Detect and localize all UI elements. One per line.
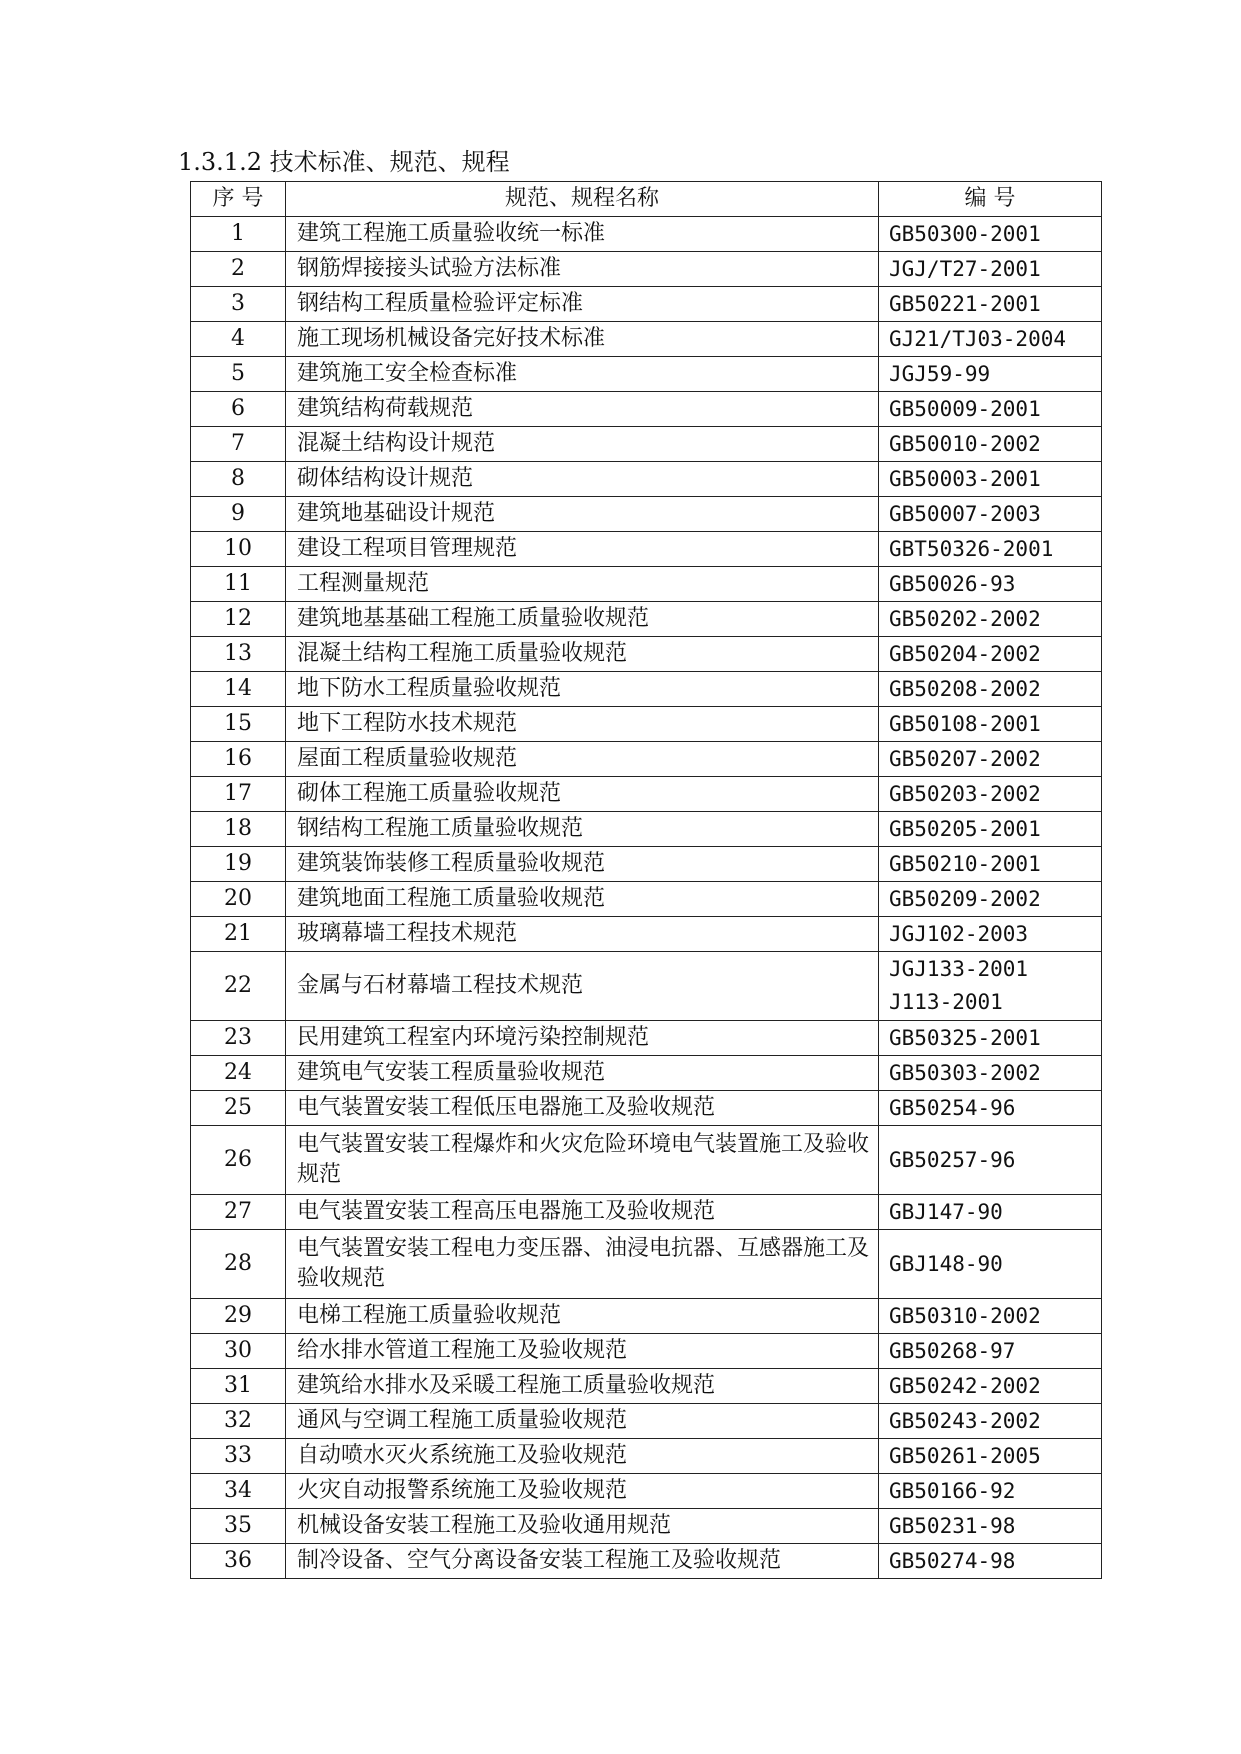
standard-code-cell [879, 917, 1102, 952]
standard-code-cell [879, 1334, 1102, 1369]
table-row [191, 1509, 1102, 1544]
table-row [191, 1056, 1102, 1091]
table-row [191, 847, 1102, 882]
standard-code: GBJ147-90 [889, 1199, 1003, 1224]
standard-code-cell [879, 497, 1102, 532]
standard-code-cell [879, 777, 1102, 812]
standard-code-cell [879, 1091, 1102, 1126]
row-number: 5 [191, 357, 286, 392]
standard-code: JGJ133-2001 [889, 957, 1029, 981]
table-row [191, 252, 1102, 287]
table-row [191, 1474, 1102, 1509]
standard-code-cell [879, 1195, 1102, 1230]
standard-code-cell [879, 847, 1102, 882]
row-number: 8 [191, 462, 286, 497]
standard-code: J113-2001 [889, 990, 1003, 1014]
row-number: 22 [191, 952, 286, 1021]
standard-code-cell [879, 217, 1102, 252]
standard-name: 工程测量规范 [286, 567, 879, 602]
standard-name: 建筑装饰装修工程质量验收规范 [286, 847, 879, 882]
table-row [191, 812, 1102, 847]
standard-code-cell [879, 1021, 1102, 1056]
standard-code: GB50166-92 [889, 1478, 1016, 1503]
standard-code: GB50205-2001 [889, 816, 1041, 841]
table-row [191, 532, 1102, 567]
standard-code: GB50310-2002 [889, 1303, 1041, 1328]
row-number: 30 [191, 1334, 286, 1369]
standard-code: GB50261-2005 [889, 1443, 1041, 1468]
standard-code: GB50300-2001 [889, 221, 1041, 246]
standard-code-cell [879, 707, 1102, 742]
table-row [191, 357, 1102, 392]
standard-code-cell [879, 1126, 1102, 1195]
standard-code: GB50208-2002 [889, 676, 1041, 701]
row-number: 31 [191, 1369, 286, 1404]
standard-name: 地下防水工程质量验收规范 [286, 672, 879, 707]
table-row [191, 217, 1102, 252]
standard-code: GBJ148-90 [889, 1251, 1003, 1276]
table-row [191, 637, 1102, 672]
row-number: 12 [191, 602, 286, 637]
row-number: 25 [191, 1091, 286, 1126]
standards-table [190, 181, 1102, 1579]
standard-code: JGJ102-2003 [889, 921, 1029, 946]
header-name: 规范、规程名称 [286, 182, 879, 217]
standard-code-cell [879, 1474, 1102, 1509]
table-row [191, 427, 1102, 462]
standard-name: 给水排水管道工程施工及验收规范 [286, 1334, 879, 1369]
standard-name: 建筑电气安装工程质量验收规范 [286, 1056, 879, 1091]
table-row [191, 1091, 1102, 1126]
section-heading: 1.3.1.2 技术标准、规范、规程 [178, 148, 510, 176]
table-row [191, 1299, 1102, 1334]
row-number: 34 [191, 1474, 286, 1509]
standard-code-cell [879, 287, 1102, 322]
standard-code-cell [879, 882, 1102, 917]
row-number: 4 [191, 322, 286, 357]
standard-code: GB50010-2002 [889, 431, 1041, 456]
row-number: 29 [191, 1299, 286, 1334]
row-number: 35 [191, 1509, 286, 1544]
standard-code: GB50268-97 [889, 1338, 1016, 1363]
standard-code: GB50231-98 [889, 1513, 1016, 1538]
standard-name: 钢结构工程施工质量验收规范 [286, 812, 879, 847]
table-row [191, 917, 1102, 952]
standard-name: 民用建筑工程室内环境污染控制规范 [286, 1021, 879, 1056]
row-number: 20 [191, 882, 286, 917]
standard-name: 电气装置安装工程低压电器施工及验收规范 [286, 1091, 879, 1126]
standard-code: GB50108-2001 [889, 711, 1041, 736]
table-row [191, 497, 1102, 532]
standard-name: 制冷设备、空气分离设备安装工程施工及验收规范 [286, 1544, 879, 1579]
standard-code-cell [879, 812, 1102, 847]
standard-code-cell [879, 602, 1102, 637]
standard-name: 电气装置安装工程爆炸和火灾危险环境电气装置施工及验收规范 [286, 1126, 879, 1195]
row-number: 18 [191, 812, 286, 847]
standard-code: GB50007-2003 [889, 501, 1041, 526]
header-index: 序 号 [191, 182, 286, 217]
standard-code: GB50203-2002 [889, 781, 1041, 806]
standard-name: 玻璃幕墙工程技术规范 [286, 917, 879, 952]
standard-name: 通风与空调工程施工质量验收规范 [286, 1404, 879, 1439]
standard-name: 建筑结构荷载规范 [286, 392, 879, 427]
row-number: 7 [191, 427, 286, 462]
table-row [191, 1126, 1102, 1195]
standard-code: GJ21/TJ03-2004 [889, 326, 1067, 351]
table-row [191, 602, 1102, 637]
standard-name: 电梯工程施工质量验收规范 [286, 1299, 879, 1334]
standard-code-cell [879, 462, 1102, 497]
standard-name: 混凝土结构工程施工质量验收规范 [286, 637, 879, 672]
standard-name: 砌体结构设计规范 [286, 462, 879, 497]
standard-code-cell [879, 672, 1102, 707]
table-row [191, 952, 1102, 1021]
table-row [191, 1369, 1102, 1404]
standard-code-cell [879, 1509, 1102, 1544]
standard-name: 机械设备安装工程施工及验收通用规范 [286, 1509, 879, 1544]
table-row [191, 882, 1102, 917]
row-number: 21 [191, 917, 286, 952]
row-number: 17 [191, 777, 286, 812]
standard-code-cell [879, 252, 1102, 287]
table-row [191, 1334, 1102, 1369]
table-row [191, 707, 1102, 742]
row-number: 2 [191, 252, 286, 287]
table-body [191, 217, 1102, 1579]
standard-code: GB50009-2001 [889, 396, 1041, 421]
standard-code: GB50003-2001 [889, 466, 1041, 491]
row-number: 23 [191, 1021, 286, 1056]
row-number: 3 [191, 287, 286, 322]
standard-code: GB50274-98 [889, 1548, 1016, 1573]
header-code: 编 号 [879, 182, 1102, 217]
table-row [191, 462, 1102, 497]
standard-name: 建设工程项目管理规范 [286, 532, 879, 567]
standard-code-cell [879, 1369, 1102, 1404]
table-row [191, 567, 1102, 602]
standard-code: GB50221-2001 [889, 291, 1041, 316]
standard-code-cell [879, 322, 1102, 357]
standard-code: JGJ59-99 [889, 361, 991, 386]
table-row [191, 1230, 1102, 1299]
standard-code: GB50303-2002 [889, 1060, 1041, 1085]
standard-name: 混凝土结构设计规范 [286, 427, 879, 462]
table-header-row [191, 182, 1102, 217]
standard-name: 电气装置安装工程高压电器施工及验收规范 [286, 1195, 879, 1230]
table-row [191, 1404, 1102, 1439]
standard-code: GB50026-93 [889, 571, 1016, 596]
standard-name: 钢结构工程质量检验评定标准 [286, 287, 879, 322]
row-number: 24 [191, 1056, 286, 1091]
standard-code: GB50207-2002 [889, 746, 1041, 771]
standard-name: 屋面工程质量验收规范 [286, 742, 879, 777]
standard-name: 施工现场机械设备完好技术标准 [286, 322, 879, 357]
standard-name: 建筑地面工程施工质量验收规范 [286, 882, 879, 917]
row-number: 28 [191, 1230, 286, 1299]
standard-name: 砌体工程施工质量验收规范 [286, 777, 879, 812]
standard-code-cell [879, 952, 1102, 1021]
row-number: 13 [191, 637, 286, 672]
standard-code-cell [879, 637, 1102, 672]
standard-code: GB50209-2002 [889, 886, 1041, 911]
standard-code-cell [879, 1544, 1102, 1579]
row-number: 26 [191, 1126, 286, 1195]
row-number: 9 [191, 497, 286, 532]
standard-name: 钢筋焊接接头试验方法标准 [286, 252, 879, 287]
standard-name: 地下工程防水技术规范 [286, 707, 879, 742]
table-row [191, 322, 1102, 357]
standard-code-cell [879, 1299, 1102, 1334]
table-row [191, 742, 1102, 777]
table-row [191, 1195, 1102, 1230]
standard-code: GB50257-96 [889, 1147, 1016, 1172]
row-number: 27 [191, 1195, 286, 1230]
table-row [191, 1544, 1102, 1579]
standard-code: GB50210-2001 [889, 851, 1041, 876]
row-number: 10 [191, 532, 286, 567]
standard-code: GB50325-2001 [889, 1025, 1041, 1050]
standard-code-cell [879, 1404, 1102, 1439]
standard-name: 建筑给水排水及采暖工程施工质量验收规范 [286, 1369, 879, 1404]
row-number: 11 [191, 567, 286, 602]
standard-code-cell [879, 1439, 1102, 1474]
standard-code: JGJ/T27-2001 [889, 256, 1041, 281]
table-row [191, 1021, 1102, 1056]
standard-code: GB50242-2002 [889, 1373, 1041, 1398]
row-number: 14 [191, 672, 286, 707]
standard-code-cell [879, 1230, 1102, 1299]
standard-name: 自动喷水灭火系统施工及验收规范 [286, 1439, 879, 1474]
standard-code: GB50204-2002 [889, 641, 1041, 666]
row-number: 32 [191, 1404, 286, 1439]
standard-name: 火灾自动报警系统施工及验收规范 [286, 1474, 879, 1509]
row-number: 16 [191, 742, 286, 777]
standard-code-cell [879, 532, 1102, 567]
table-row [191, 392, 1102, 427]
standard-code: GB50243-2002 [889, 1408, 1041, 1433]
standard-name: 建筑施工安全检查标准 [286, 357, 879, 392]
standard-code: GBT50326-2001 [889, 536, 1054, 561]
standard-code-cell [879, 567, 1102, 602]
standard-code-cell [879, 427, 1102, 462]
row-number: 15 [191, 707, 286, 742]
standard-name: 金属与石材幕墙工程技术规范 [286, 952, 879, 1021]
standard-code: GB50202-2002 [889, 606, 1041, 631]
row-number: 36 [191, 1544, 286, 1579]
row-number: 33 [191, 1439, 286, 1474]
table-row [191, 672, 1102, 707]
standard-name: 建筑地基基础工程施工质量验收规范 [286, 602, 879, 637]
standard-name: 电气装置安装工程电力变压器、油浸电抗器、互感器施工及验收规范 [286, 1230, 879, 1299]
standard-code-cell [879, 392, 1102, 427]
table-row [191, 1439, 1102, 1474]
standard-code: GB50254-96 [889, 1095, 1016, 1120]
standard-name: 建筑地基础设计规范 [286, 497, 879, 532]
table-row [191, 287, 1102, 322]
standard-name: 建筑工程施工质量验收统一标准 [286, 217, 879, 252]
table-row [191, 777, 1102, 812]
row-number: 19 [191, 847, 286, 882]
standard-code-cell [879, 742, 1102, 777]
row-number: 6 [191, 392, 286, 427]
standard-code-cell [879, 1056, 1102, 1091]
standard-code-cell [879, 357, 1102, 392]
row-number: 1 [191, 217, 286, 252]
